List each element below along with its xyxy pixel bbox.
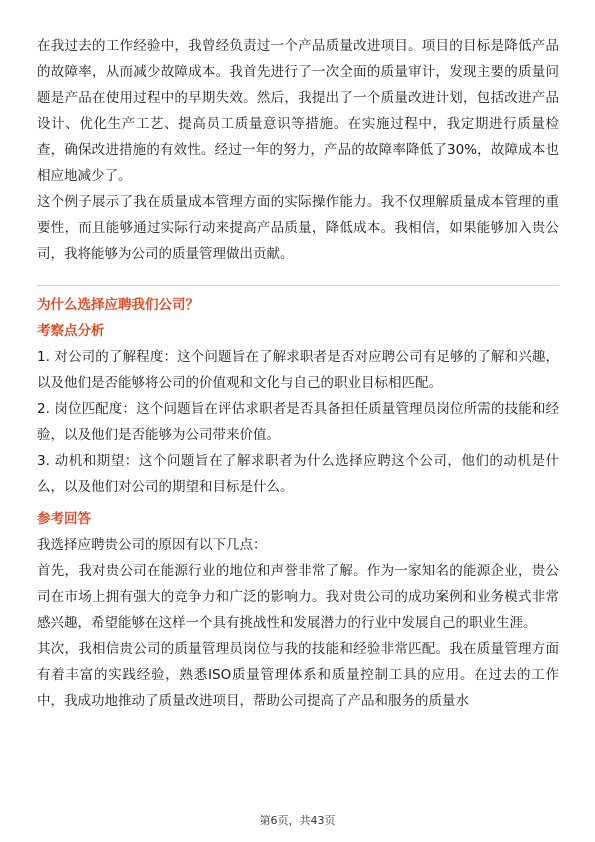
analysis-item-2: 2. 岗位匹配度：这个问题旨在评估求职者是否具备担任质量管理员岗位所需的技能和经验，以及他们是否能够为公司带来价值。 — [37, 401, 559, 443]
page-number: 第6页，共43页 — [259, 814, 336, 827]
question-title: 为什么选择应聘我们公司？ — [37, 297, 199, 313]
analysis-heading: 考察点分析 — [37, 323, 105, 339]
analysis-item-1: 1. 对公司的了解程度：这个问题旨在了解求职者是否对应聘公司有足够的了解和兴趣，以及他们是否能够将公司的价值观和文化与自己的职业目标相匹配。 — [37, 349, 559, 391]
section-divider — [37, 285, 559, 286]
answer-paragraph-1: 我选择应聘贵公司的原因有以下几点： — [37, 537, 267, 553]
intro-paragraph-2: 这个例子展示了我在质量成本管理方面的实际操作能力。我不仅理解质量成本管理的重要性，而且能够通过实际行动来提高产品质量，降低成本。我相信，如果能够加入贵公司，我将能够为公司的质量管理做出贡献。 — [37, 194, 559, 262]
answer-heading: 参考回答 — [37, 511, 91, 527]
page-content — [37, 33, 559, 714]
answer-paragraph-2: 首先，我对贵公司在能源行业的地位和声誉非常了解。作为一家知名的能源企业，贵公司在市场上拥有强大的竞争力和广泛的影响力。我对贵公司的成功案例和业务模式非常感兴趣，希望能够在这样一个具有挑战性和发展潜力的行业中发展自己的职业生涯。 — [37, 563, 559, 631]
answer-paragraph-3: 其次，我相信贵公司的质量管理员岗位与我的技能和经验非常匹配。我在质量管理方面有着丰富的实践经验，熟悉ISO质量管理体系和质量控制工具的应用。在过去的工作中，我成功地推动了质量改进项目，帮助公司提高了产品和服务的质量水 — [37, 641, 559, 709]
intro-paragraph-1: 在我过去的工作经验中，我曾经负责过一个产品质量改进项目。项目的目标是降低产品的故障率，从而减少故障成本。我首先进行了一次全面的质量审计，发现主要的质量问题是产品在使用过程中的早期失效。然后，我提出了一个质量改进计划，包括改进产品设计、优化生产工艺、提高员工质量意识等措施。在实施过程中，我定期进行质量检查，确保改进措施的有效性。经过一年的努力，产品的故障率降低了30%，故障成本也相应地减少了。 — [37, 38, 559, 184]
analysis-item-3: 3. 动机和期望：这个问题旨在了解求职者为什么选择应聘这个公司，他们的动机是什么，以及他们对公司的期望和目标是什么。 — [37, 453, 559, 495]
